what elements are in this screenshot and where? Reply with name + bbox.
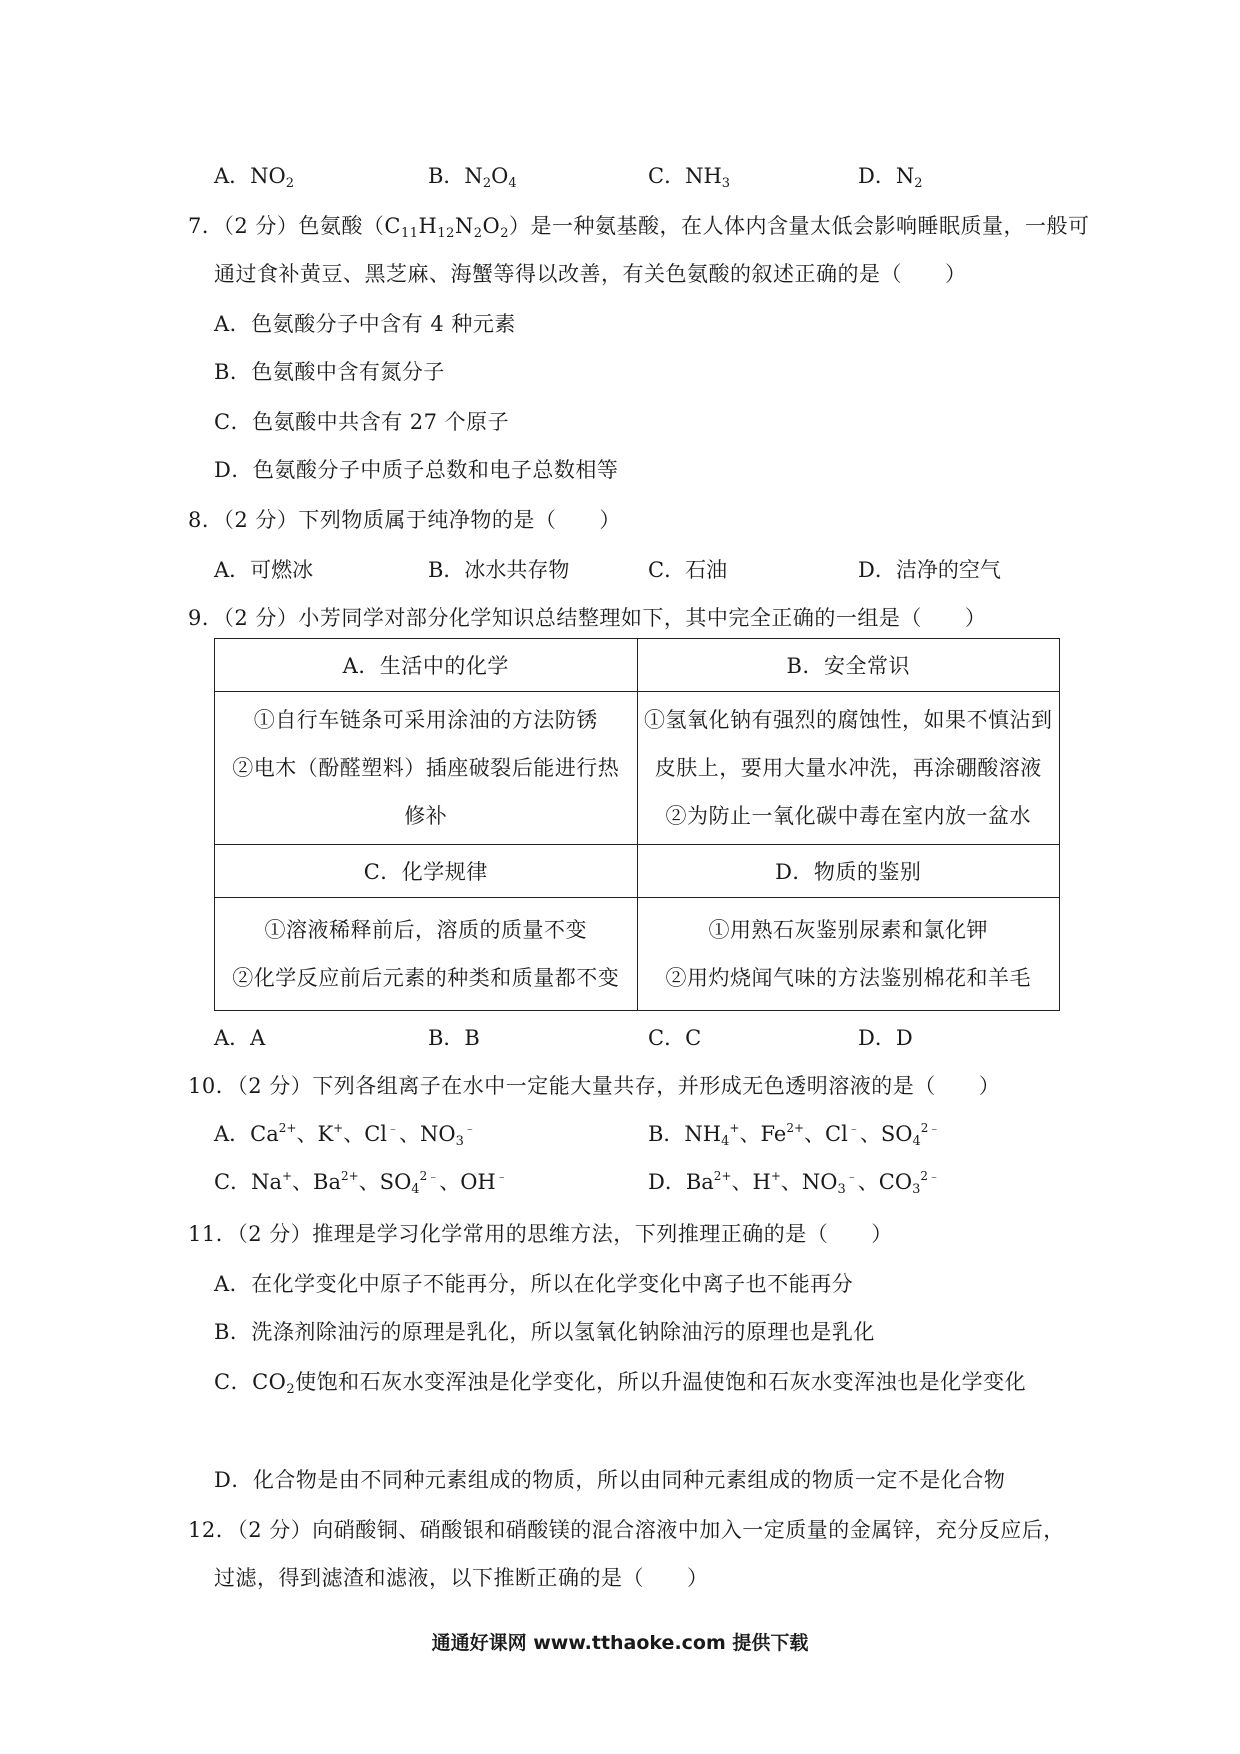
table-line: 皮肤上，要用大量水冲洗，再涂硼酸溶液 [654, 756, 1042, 780]
q10-option-d: D．$Ba^{2+}$、H+、$NO_3^﹣$、$CO_3^{2﹣}$ [648, 1169, 940, 1197]
q11-option-d: D．化合物是由不同种元素组成的物质，所以由同种元素组成的物质一定不是化合物 [214, 1468, 1006, 1492]
q8-option-c: C．石油 [648, 558, 728, 582]
q10-option-a: A．$Ca^{2+}$、K+、Cl﹣、$NO_3^﹣$ [214, 1121, 476, 1149]
table-cell-a [215, 692, 638, 845]
q11-option-b: B．洗涤剂除油污的原理是乳化，所以氢氧化钠除油污的原理也是乳化 [214, 1320, 875, 1344]
table-cell-d [637, 898, 1060, 1011]
q7-stem-line2: 通过食补黄豆、黑芝麻、海蟹等得以改善，有关色氨酸的叙述正确的是（ ） [214, 262, 967, 286]
q9-knowledge-table [214, 638, 1060, 1011]
q8-stem: 8．（2 分）下列物质属于纯净物的是（ ） [188, 508, 621, 532]
q11-option-a: A．在化学变化中原子不能再分，所以在化学变化中离子也不能再分 [214, 1272, 854, 1296]
q10-option-c: C．Na+、$Ba^{2+}$、$SO_4^{2﹣}$、OH﹣ [214, 1169, 508, 1197]
q6-option-a: A．$NO_2$ [214, 164, 295, 191]
q9-option-b: B．B [428, 1026, 480, 1050]
q7-stem-line1: 7．（2 分）色氨酸$(C_{11}H_{12}N_2O_2)$是一种氨基酸，在人体内含量太低会影响睡眠质量，一般可 [188, 214, 1090, 241]
table-line: ②化学反应前后元素的种类和质量都不变 [232, 966, 620, 990]
q9-option-c: C．C [648, 1026, 702, 1050]
table-line: ①自行车链条可采用涂油的方法防锈 [253, 708, 598, 732]
q8-option-d: D．洁净的空气 [858, 558, 1001, 582]
table-line: ②电木（酚醛塑料）插座破裂后能进行热 [232, 756, 620, 780]
q12-stem-line1: 12．（2 分）向硝酸铜、硝酸银和硝酸镁的混合溶液中加入一定质量的金属锌，充分反应后， [188, 1518, 1065, 1542]
q12-stem-line2: 过滤，得到滤渣和滤液，以下推断正确的是（ ） [214, 1566, 709, 1590]
q6-option-d: D．$N_2$ [858, 164, 923, 191]
table-line: ①溶液稀释前后，溶质的质量不变 [264, 918, 587, 942]
q9-stem: 9．（2 分）小芳同学对部分化学知识总结整理如下，其中完全正确的一组是（ ） [188, 606, 987, 630]
q7-option-b: B．色氨酸中含有氮分子 [214, 360, 445, 384]
q10-option-b: B．$NH_4^+$、$Fe^{2+}$、Cl﹣、$SO_4^{2﹣}$ [648, 1121, 941, 1149]
table-head-d: D．物质的鉴别 [637, 845, 1060, 898]
q11-stem: 11．（2 分）推理是学习化学常用的思维方法，下列推理正确的是（ ） [188, 1222, 893, 1246]
q9-option-d: D．D [858, 1026, 913, 1050]
q11-option-c: C．$CO_2$使饱和石灰水变浑浊是化学变化，所以升温使饱和石灰水变浑浊也是化学变化 [214, 1370, 1027, 1397]
q7-option-a: A．色氨酸分子中含有 4 种元素 [214, 312, 516, 336]
table-head-a: A．生活中的化学 [215, 639, 638, 692]
q10-stem: 10．（2 分）下列各组离子在水中一定能大量共存，并形成无色透明溶液的是（ ） [188, 1074, 1001, 1098]
q6-option-c: C．$NH_3$ [648, 164, 731, 191]
table-line: ②用灼烧闻气味的方法鉴别棉花和羊毛 [665, 966, 1031, 990]
table-line: ①氢氧化钠有强烈的腐蚀性，如果不慎沾到 [644, 708, 1053, 732]
page-footer: 通通好课网 www.tthaoke.com 提供下载 [431, 1632, 809, 1654]
table-cell-b [637, 692, 1060, 845]
table-head-b: B．安全常识 [637, 639, 1060, 692]
table-line: ①用熟石灰鉴别尿素和氯化钾 [708, 918, 988, 942]
q7-option-d: D．色氨酸分子中质子总数和电子总数相等 [214, 458, 619, 482]
q7-option-c: C．色氨酸中共含有 27 个原子 [214, 410, 510, 434]
q9-option-a: A．A [214, 1026, 266, 1050]
q8-option-a: A．可燃冰 [214, 558, 314, 582]
table-line: ②为防止一氧化碳中毒在室内放一盆水 [665, 804, 1031, 828]
table-line: 修补 [404, 804, 448, 828]
q8-option-b: B．冰水共存物 [428, 558, 570, 582]
table-head-c: C．化学规律 [215, 845, 638, 898]
q6-option-b: B．$N_2O_4$ [428, 164, 517, 191]
table-cell-c [215, 898, 638, 1011]
